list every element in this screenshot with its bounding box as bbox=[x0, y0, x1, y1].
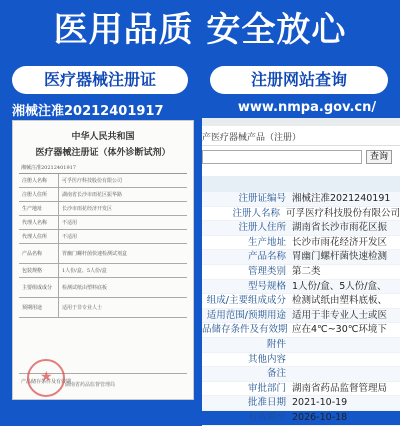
certificate-footer: 产品储存条件及有效期 bbox=[21, 379, 72, 385]
result-row: 有效期至 2026-10-18 bbox=[202, 411, 400, 426]
search-bar bbox=[202, 150, 400, 166]
result-header-band bbox=[202, 176, 400, 192]
seal-caption: 湖南省药品监督管理局 bbox=[65, 382, 116, 388]
search-button[interactable]: 查询 bbox=[366, 150, 392, 164]
certificate-row: 包装规格 1人份/盒、5人份/盒 bbox=[19, 264, 187, 278]
registration-number: 湘械注准20212401917 bbox=[12, 104, 164, 119]
product-category-tab[interactable]: 产医疗器械产品（注册） bbox=[202, 126, 400, 146]
website-url: www.nmpa.gov.cn/ bbox=[237, 100, 377, 115]
certificate-row: 代理人名称 不适用 bbox=[19, 216, 187, 230]
result-row: 品储存条件及有效期 应在4℃~30℃环境下 bbox=[202, 323, 400, 338]
result-row: 其他内容 bbox=[202, 353, 400, 368]
page-headline: 医用品质 安全放心 bbox=[53, 10, 347, 50]
certificate-number: 湘械注准20212401917 bbox=[21, 165, 76, 171]
certificate-row: 产品名称 胃幽门螺杆菌快速检测试剂盒 bbox=[19, 244, 187, 264]
website-query-badge: 注册网站查询 bbox=[210, 66, 388, 94]
result-row: 适用范围/预期用途 适用于非专业人士或医 bbox=[202, 309, 400, 324]
registration-certificate-badge: 医疗器械注册证 bbox=[12, 66, 188, 94]
result-row: 管理类别 第二类 bbox=[202, 265, 400, 280]
result-row: 审批部门 湖南省药品监督管理局 bbox=[202, 382, 400, 397]
certificate-row: 注册人名称 可孚医疗科技股份有限公司 bbox=[19, 174, 187, 188]
certificate-row: 代理人住所 不适用 bbox=[19, 230, 187, 244]
certificate-row: 主要组成成分 检测试纸由塑料底板 bbox=[19, 278, 187, 298]
result-table bbox=[202, 192, 400, 426]
certificate-row: 预期用途 适用于非专业人士 bbox=[19, 298, 187, 318]
registration-certificate-document bbox=[12, 120, 194, 400]
result-row: 产品名称 胃幽门螺杆菌快速检测 bbox=[202, 250, 400, 265]
result-row: 注册人名称 可孚医疗科技股份有限公司 bbox=[202, 207, 400, 222]
certificate-row: 生产地址 长沙市雨花经济开发区 bbox=[19, 202, 187, 216]
certificate-table bbox=[19, 173, 187, 374]
official-seal-icon bbox=[27, 359, 65, 397]
result-row: 生产地址 长沙市雨花经济开发区 bbox=[202, 236, 400, 251]
result-row: 附件 bbox=[202, 338, 400, 353]
result-row: 批准日期 2021-10-19 bbox=[202, 396, 400, 411]
certificate-row: 注册人住所 湖南省长沙市雨花区振华路 bbox=[19, 188, 187, 202]
result-row: 组成/主要组成成分 检测试纸由塑料底板、 bbox=[202, 294, 400, 309]
result-row: 注册人住所 湖南省长沙市雨花区振 bbox=[202, 221, 400, 236]
result-row: 注册证编号 湘械注准2021240191 bbox=[202, 192, 400, 207]
result-row: 型号规格 1人份/盒、5人份/盒、 bbox=[202, 280, 400, 295]
browser-top-bar bbox=[202, 118, 400, 126]
certificate-title: 中华人民共和国 bbox=[71, 132, 135, 142]
certificate-subtitle: 医疗器械注册证（体外诊断试剂） bbox=[35, 148, 171, 158]
search-input[interactable] bbox=[202, 150, 362, 164]
result-row: 备注 bbox=[202, 367, 400, 382]
nmpa-website-screenshot bbox=[202, 118, 400, 423]
